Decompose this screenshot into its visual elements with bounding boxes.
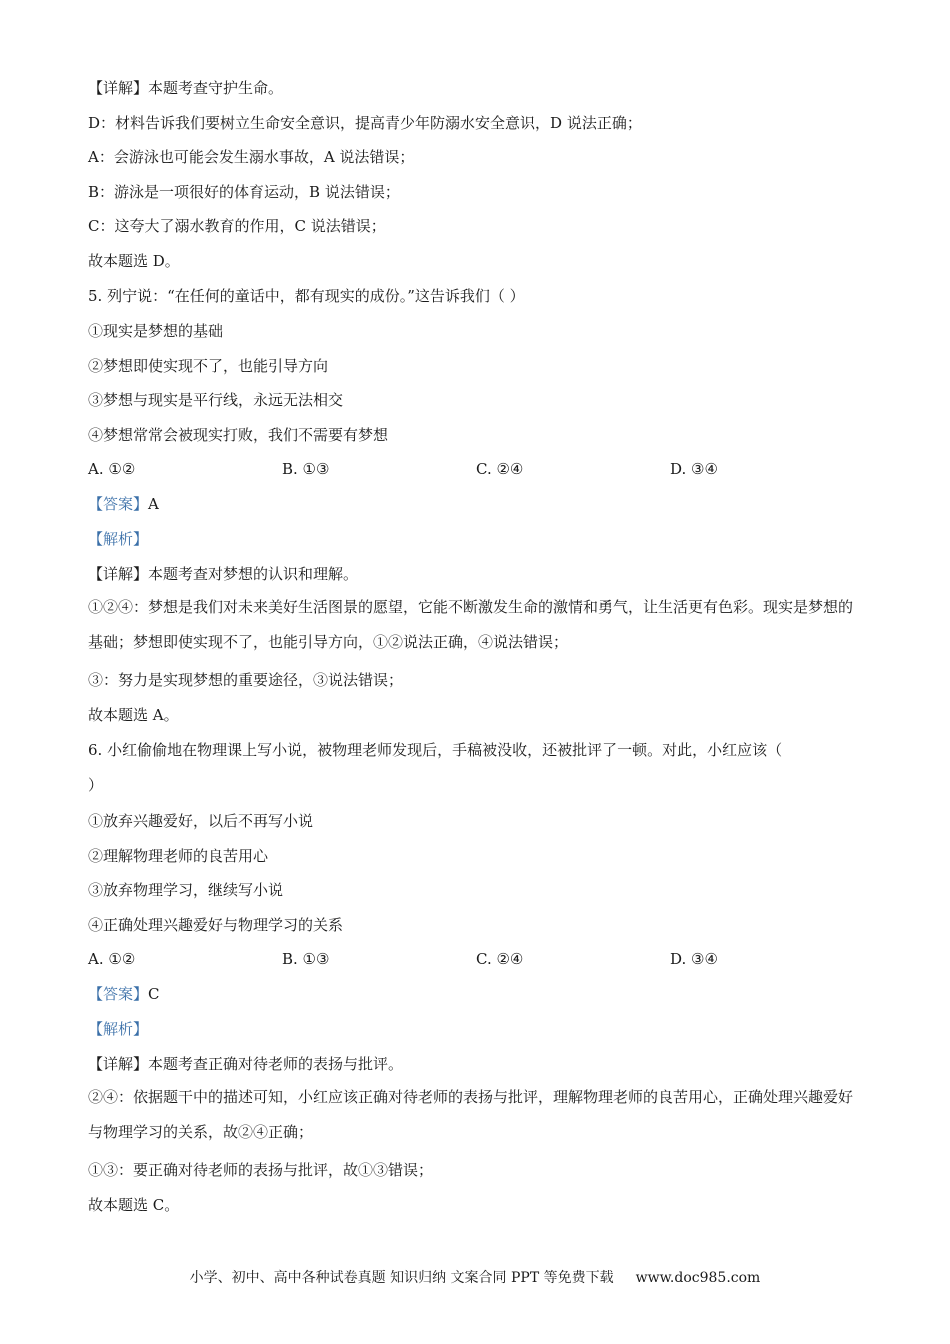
detail-text: 本题考查对梦想的认识和理解。 <box>148 565 359 583</box>
explain-line: D：材料告诉我们要树立生命安全意识，提高青少年防溺水安全意识，D 说法正确； <box>88 114 642 132</box>
detail-text: 本题考查守护生命。 <box>148 79 284 97</box>
analysis-tag: 【解析】 <box>88 530 149 548</box>
q6-item-3: ③放弃物理学习，继续写小说 <box>88 881 284 899</box>
explain-line: C：这夸大了溺水教育的作用，C 说法错误； <box>88 217 386 235</box>
detail-line <box>88 78 283 98</box>
answer-value: C <box>148 985 160 1003</box>
detail-tag: 【详解】 <box>88 79 149 97</box>
q5-explain-line: ③：努力是实现梦想的重要途径，③说法错误； <box>88 671 404 689</box>
q5-option-c: C. ②④ <box>476 460 524 478</box>
q6-conclusion: 故本题选 C。 <box>88 1196 180 1214</box>
q5-option-a: A. ①② <box>88 460 136 478</box>
q6-detail-line <box>88 1054 403 1074</box>
q6-explain-line: ①③：要正确对待老师的表扬与批评，故①③错误； <box>88 1161 434 1179</box>
detail-tag: 【详解】 <box>88 565 149 583</box>
question-6-stem-end: ） <box>88 776 104 794</box>
q6-option-c: C. ②④ <box>476 950 524 968</box>
q5-detail-line <box>88 564 358 584</box>
explain-line: B：游泳是一项很好的体育运动，B 说法错误； <box>88 183 400 201</box>
q6-option-a: A. ①② <box>88 950 136 968</box>
q5-answer-line <box>88 494 159 514</box>
detail-tag: 【详解】 <box>88 1055 149 1073</box>
footer-site-link[interactable]: www.doc985.com <box>635 1270 761 1286</box>
q6-option-d: D. ③④ <box>670 950 718 968</box>
explain-line: A：会游泳也可能会发生溺水事故，A 说法错误； <box>88 148 415 166</box>
question-6-stem: 6. 小红偷偷地在物理课上写小说，被物理老师发现后，手稿被没收，还被批评了一顿。对此，小红应该（ <box>88 741 783 759</box>
q6-item-2: ②理解物理老师的良苦用心 <box>88 847 269 865</box>
q5-item-3: ③梦想与现实是平行线，永远无法相交 <box>88 391 344 409</box>
conclusion-line: 故本题选 D。 <box>88 252 180 270</box>
q5-conclusion: 故本题选 A。 <box>88 706 179 724</box>
q6-explain-paragraph: ②④：依据题干中的描述可知，小红应该正确对待老师的表扬与批评，理解物理老师的良苦用心，正确处理兴趣爱好与物理学习的关系，故②④正确； <box>88 1088 854 1141</box>
question-5-stem: 5. 列宁说：“在任何的童话中，都有现实的成份。”这告诉我们（ ） <box>88 287 525 305</box>
q5-item-4: ④梦想常常会被现实打败，我们不需要有梦想 <box>88 426 389 444</box>
q6-option-b: B. ①③ <box>282 950 330 968</box>
analysis-tag: 【解析】 <box>88 1020 149 1038</box>
detail-text: 本题考查正确对待老师的表扬与批评。 <box>148 1055 404 1073</box>
q5-explain-paragraph: ①②④：梦想是我们对未来美好生活图景的愿望，它能不断激发生命的激情和勇气，让生活更有色彩。现实是梦想的基础；梦想即使实现不了，也能引导方向，①②说法正确，④说法错误； <box>88 598 854 651</box>
answer-tag: 【答案】 <box>88 495 149 513</box>
q6-item-4: ④正确处理兴趣爱好与物理学习的关系 <box>88 916 344 934</box>
answer-value: A <box>148 495 159 513</box>
page-footer <box>0 1268 950 1288</box>
q5-item-2: ②梦想即使实现不了，也能引导方向 <box>88 357 329 375</box>
q6-answer-line <box>88 984 160 1004</box>
footer-text: 小学、初中、高中各种试卷真题 知识归纳 文案合同 PPT 等免费下载 <box>189 1270 614 1286</box>
q6-item-1: ①放弃兴趣爱好，以后不再写小说 <box>88 812 314 830</box>
q5-item-1: ①现实是梦想的基础 <box>88 322 224 340</box>
q5-option-b: B. ①③ <box>282 460 330 478</box>
q5-option-d: D. ③④ <box>670 460 718 478</box>
answer-tag: 【答案】 <box>88 985 149 1003</box>
